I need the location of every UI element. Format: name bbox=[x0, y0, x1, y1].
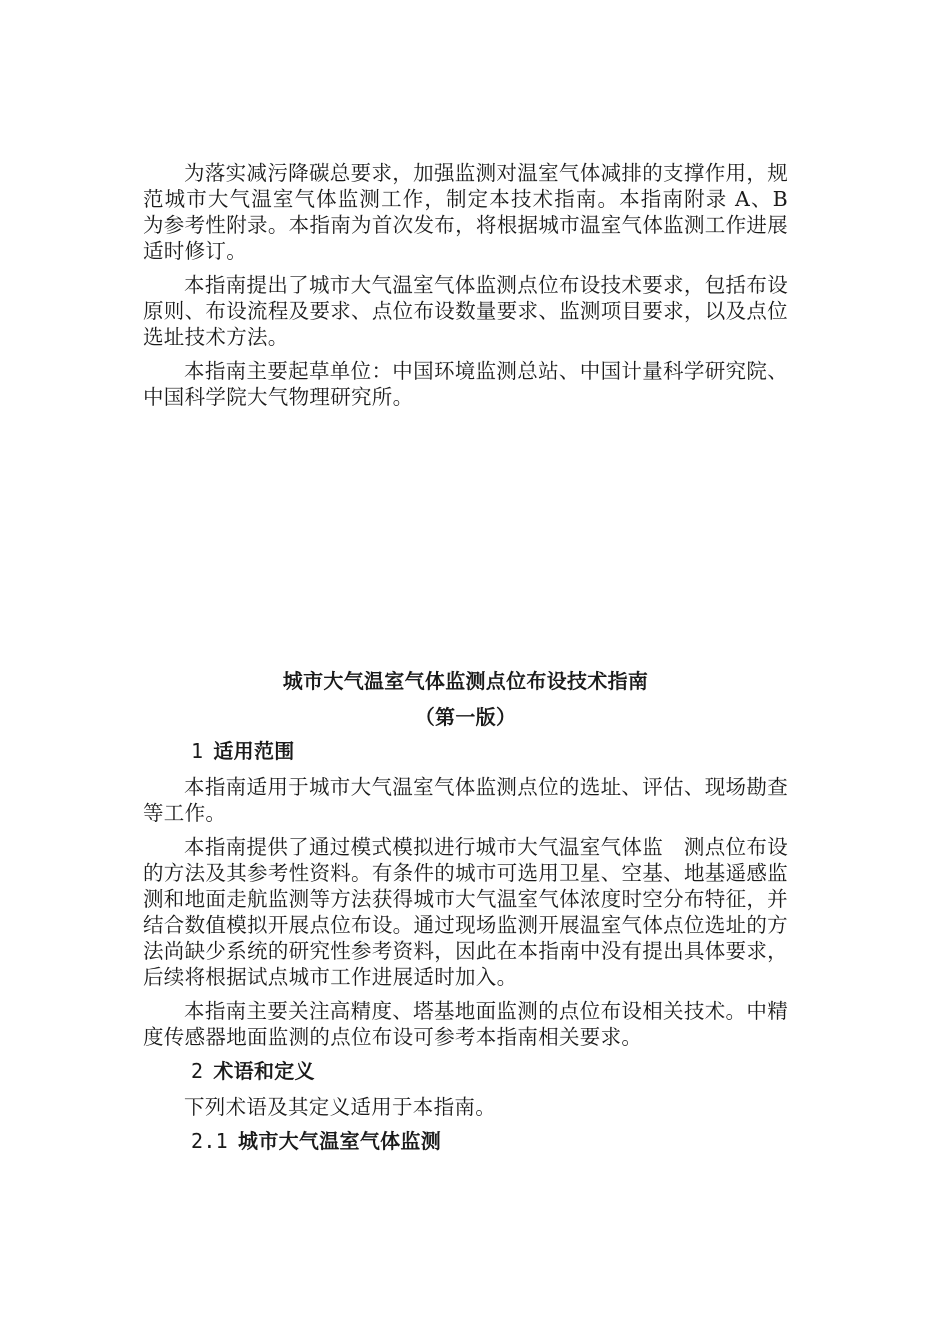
preface-section bbox=[143, 160, 788, 418]
preface-paragraph: 为落实减污降碳总要求，加强监测对温室气体减排的支撑作用，规范城市大气温室气体监测工作，制定本技术指南。本指南附录 A、B 为参考性附录。本指南为首次发布，将根据城市温室气体监测工作进展适时修订。 bbox=[143, 161, 788, 263]
section-title: 城市大气温室气体监测 bbox=[238, 1129, 442, 1153]
section-number: 2.1 bbox=[191, 1129, 229, 1153]
section-title: 术语和定义 bbox=[213, 1059, 315, 1083]
main-section bbox=[143, 668, 788, 1164]
body-paragraph: 本指南适用于城市大气温室气体监测点位的选址、评估、现场勘查等工作。 bbox=[143, 775, 788, 825]
preface-paragraph: 本指南主要起草单位：中国环境监测总站、中国计量科学研究院、中国科学院大气物理研究所。 bbox=[143, 359, 788, 409]
preface-paragraph: 本指南提出了城市大气温室气体监测点位布设技术要求，包括布设原则、布设流程及要求、点位布设数量要求、监测项目要求，以及点位选址技术方法。 bbox=[143, 273, 788, 349]
section-heading-1 bbox=[143, 738, 788, 764]
section-title: 适用范围 bbox=[213, 739, 295, 763]
section-heading-2 bbox=[143, 1058, 788, 1084]
document-title: 城市大气温室气体监测点位布设技术指南 bbox=[282, 669, 649, 693]
section-heading-2-1 bbox=[143, 1128, 788, 1154]
body-paragraph: 本指南主要关注高精度、塔基地面监测的点位布设相关技术。中精度传感器地面监测的点位布设可参考本指南相关要求。 bbox=[143, 999, 788, 1049]
body-paragraph: 本指南提供了通过模式模拟进行城市大气温室气体监 测点位布设的方法及其参考性资料。有条件的城市可选用卫星、空基、地基遥感监测和地面走航监测等方法获得城市大气温室气体浓度时空分布特征，并结合数值模拟开展点位布设。通过现场监测开展温室气体点位选址的方法尚缺少系统的研究性参考资料，因此在本指南中没有提出具体要求，后续将根据试点城市工作进展适时加入。 bbox=[143, 835, 788, 989]
section-number: 2 bbox=[191, 1059, 204, 1083]
section-number: 1 bbox=[191, 739, 204, 763]
document-edition: （第一版） bbox=[414, 705, 517, 729]
body-paragraph: 下列术语及其定义适用于本指南。 bbox=[184, 1095, 496, 1119]
